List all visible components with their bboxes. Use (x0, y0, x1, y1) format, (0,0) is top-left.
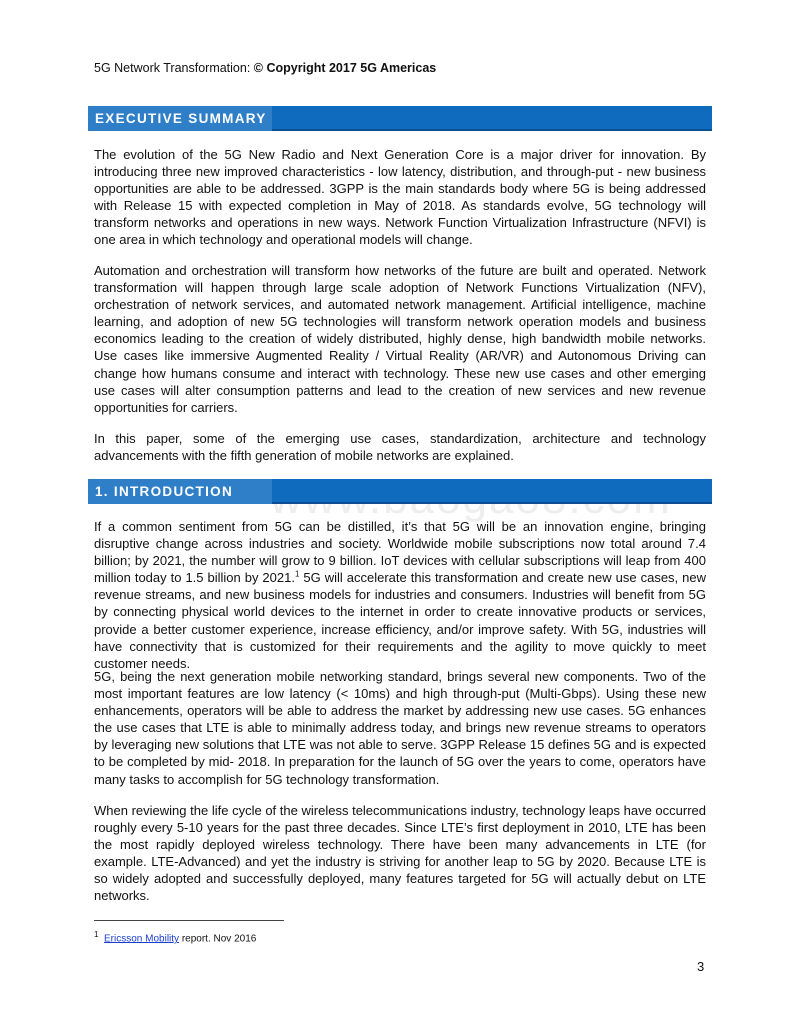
footnote-reference[interactable]: 1 (294, 569, 300, 579)
introduction-paragraph-2: 5G, being the next generation mobile networking standard, brings several new components. Two of the most important features are low latency (< 10ms) and high through-put (Multi-Gbps). Using these new enhancements, operators will be able to address the market by addressing new use cases. 5G enhances the use cases that LTE is able to minimally address today, and brings new revenue streams to operators by leveraging new solutions that LTE was not able to serve. 3GPP Release 15 defines 5G and is expected to be completed by mid- 2018. In preparation for the launch of 5G over the years to come, operators have many tasks to accomplish for 5G technology transformation. (94, 669, 706, 787)
footnote-link[interactable]: Ericsson Mobility (104, 933, 180, 945)
introduction-paragraph-1 (94, 518, 706, 672)
exec-summary-paragraph-1: The evolution of the 5G New Radio and Next Generation Core is a major driver for innovation. By introducing three new improved characteristics - low latency, distribution, and through-put - new business opportunities are able to be addressed. 3GPP is the main standards body where 5G is being addressed with Release 15 with expected completion in May of 2018. As standards evolve, 5G technology will transform networks and operations in new ways. Network Function Virtualization Infrastructure (NFVI) is one area in which technology and operational models will change. (94, 147, 706, 248)
footnote-divider (94, 920, 284, 921)
running-header (94, 60, 714, 76)
intro-p1-text-b: 5G will accelerate this transformation and create new use cases, new revenue streams, and new business models for industries and consumers. Industries will benefit from 5G by connecting physical world devices to the internet in order to create innovative products or services, provide a better customer experience, increase efficiency, and/or improve safety. With 5G, industries will have connectivity that is customized for their requirements and the agility to move quickly to meet customer needs. (94, 570, 706, 671)
introduction-heading-bar (88, 479, 712, 504)
header-copyright: © Copyright 2017 5G Americas (253, 61, 437, 75)
executive-summary-heading-bar (88, 106, 712, 131)
page-number: 3 (697, 959, 705, 974)
exec-summary-paragraph-3: In this paper, some of the emerging use cases, standardization, architecture and technology advancements with the fifth generation of mobile networks are explained. (94, 431, 706, 464)
footnote (94, 928, 256, 945)
introduction-paragraph-3: When reviewing the life cycle of the wireless telecommunications industry, technology leaps have occurred roughly every 5-10 years for the past three decades. Since LTE’s first deployment in 2010, LTE has been the most rapidly deployed wireless technology. There have been many advancements in LTE (for example. LTE-Advanced) and yet the industry is striving for another leap to 5G by 2020. Because LTE is so widely adopted and successfully deployed, many features targeted for 5G will actually debut on LTE networks. (94, 803, 706, 904)
exec-summary-paragraph-2: Automation and orchestration will transform how networks of the future are built and operated. Network transformation will happen through large scale adoption of Network Functions Virtualization (NFV), orchestration of network services, and automated network management. Artificial intelligence, machine learning, and adoption of new 5G technologies will transform network operation models and business economics leading to the creation of widely distributed, highly dense, high bandwidth mobile networks. Use cases like immersive Augmented Reality / Virtual Reality (AR/VR) and Autonomous Driving can change how humans consume and interact with technology. These new use cases and other emerging use cases will alter consumption patterns and lead to the creation of new services and new revenue opportunities for carriers. (94, 263, 706, 415)
footnote-number: 1 (94, 930, 99, 939)
introduction-heading: 1. INTRODUCTION (95, 484, 234, 499)
intro-p1-text-a: If a common sentiment from 5G can be distilled, it’s that 5G will be an innovation engine, bringing disruptive change across industries and society. Worldwide mobile subscriptions now total around 7.4 billion; by 2021, the number will grow to 9 billion. IoT devices with cellular subscriptions will leap from 400 million today to 1.5 billion by 2021. (94, 519, 706, 586)
footnote-text: report. Nov 2016 (179, 933, 257, 945)
executive-summary-heading: EXECUTIVE SUMMARY (95, 111, 267, 126)
header-title: 5G Network Transformation: (94, 61, 251, 75)
